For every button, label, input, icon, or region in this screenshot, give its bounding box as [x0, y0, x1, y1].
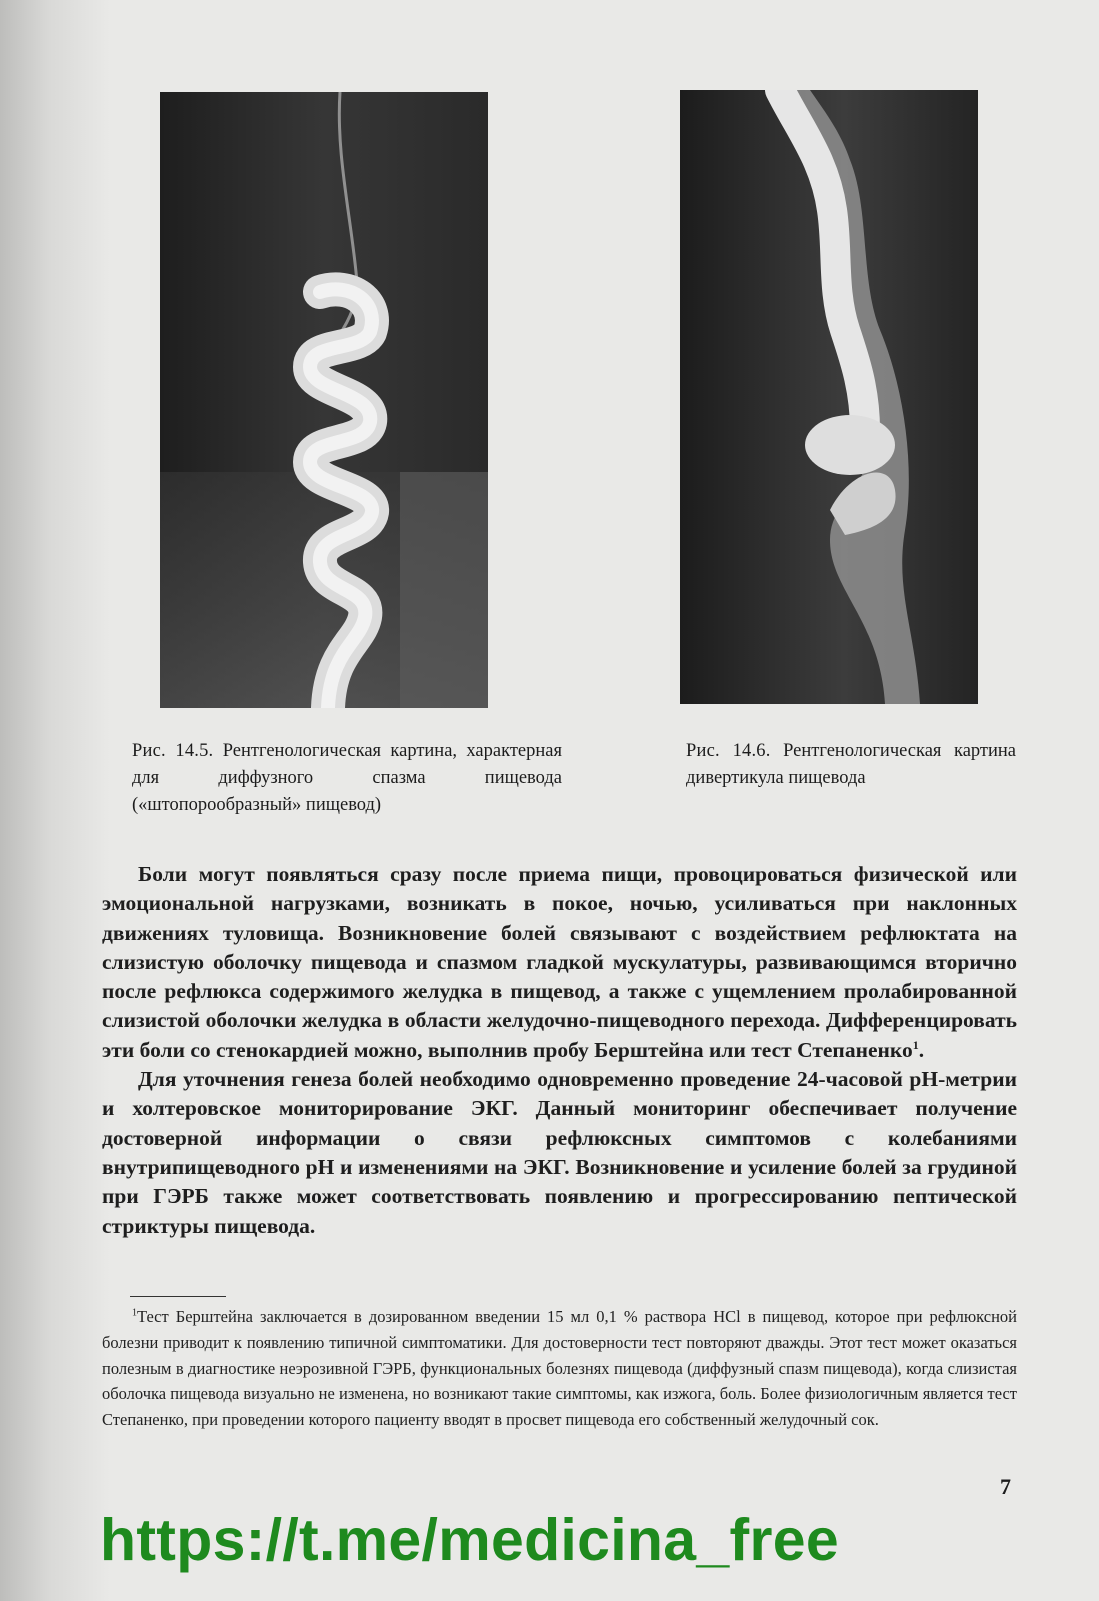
footnote-divider — [130, 1296, 226, 1297]
page-number: 7 — [1000, 1474, 1011, 1499]
main-body-text — [102, 860, 1017, 1241]
figure-label: Рис. 14.5. — [132, 741, 214, 761]
xray-image-diffuse-spasm — [160, 92, 488, 708]
footnote-reference: 1 — [912, 1037, 919, 1052]
figure-caption-text: Рентгенологическая картина дивертикула пищевода — [686, 741, 1017, 788]
figure-caption-text: Рентгенологическая картина, характерная для диффузного спазма пищевода («штопорообразный» пищевод) — [132, 741, 562, 815]
body-paragraph — [102, 860, 1017, 1065]
footnote-marker: 1 — [132, 1307, 137, 1319]
figure-caption-14-5 — [132, 738, 562, 819]
paragraph-text: Боли могут появляться сразу после приема пищи, провоцироваться физической или эмоциональной нагрузками, возникать в покое, ночью, усиливаться при наклонных движениях туловища. Возникновение болей связывают с воздействием рефлюктата на слизистую оболочку пищевода и спазмом гладкой мускулатуры, развивающимся вторично после рефлюкса содержимого желудка в пищевод, а также с ущемлением пролабированной слизистой оболочки желудка в области желудочно-пищеводного перехода. Дифференцировать эти боли со стенокардией можно, выполнив пробу Берштейна или тест Степаненко — [102, 862, 1017, 1062]
watermark-link[interactable]: https://t.me/medicina_free — [100, 1507, 839, 1573]
footnote-text: Тест Берштейна заключается в дозированном введении 15 мл 0,1 % раствора HCl в пищевод, которое при рефлюксной болезни приводит к появлению типичной симптоматики. Для достоверности тест повторяют дважды. Этот тест может оказаться полезным в диагностике неэрозивной ГЭРБ, функциональных болезнях пищевода (диффузный спазм пищевода), когда слизистая оболочка пищевода визуально не изменена, но возникают такие симптомы, как изжога, боль. Более физиологичным является тест Степаненко, при проведении которого пациенту вводят в просвет пищевода его собственный желудочный сок. — [102, 1307, 1017, 1430]
body-paragraph: Для уточнения генеза болей необходимо одновременно проведение 24-часовой pH-метрии и холтеровское мониторирование ЭКГ. Данный мониторинг обеспечивает получение достоверной информации о связи рефлюксных симптомов с колебаниями внутрипищеводного pH и изменениями на ЭКГ. Возникновение и усиление болей за грудиной при ГЭРБ также может соответствовать появлению и прогрессированию пептической стриктуры пищевода. — [102, 1067, 1017, 1238]
paragraph-end: . — [918, 1037, 925, 1062]
xray-image-diverticulum — [680, 90, 978, 704]
figure-caption-14-6 — [686, 738, 1016, 792]
footnote — [102, 1304, 1017, 1433]
figure-label: Рис. 14.6. — [686, 741, 771, 761]
